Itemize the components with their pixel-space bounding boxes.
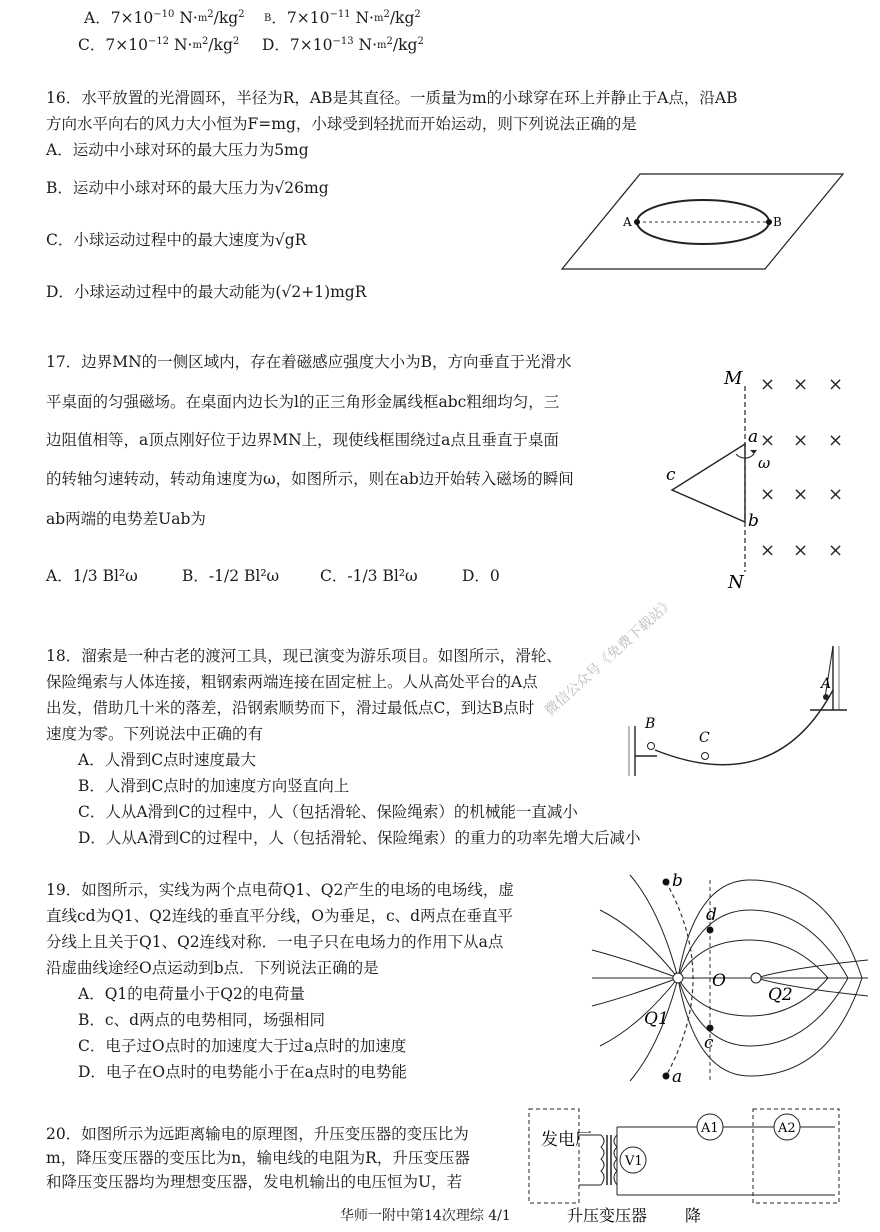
q18-label-b: B [645, 716, 656, 732]
svg-text:×: × [760, 430, 776, 451]
q19-line1: 19．如图所示，实线为两个点电荷Q1、Q2产生的电场的电场线，虚 [46, 881, 514, 899]
q18-label-a: A [821, 676, 832, 692]
q20-plant-label: 发电厂 [541, 1130, 592, 1150]
q20-step-down-label: 降 [685, 1206, 702, 1225]
svg-text:×: × [760, 374, 776, 395]
q17-line4: 的转轴匀速转动，转动角速度为ω，如图所示，则在ab边开始转入磁场的瞬间 [46, 470, 574, 488]
q17-label-omega: ω [758, 454, 771, 472]
q18-watermark: 微信公众号《免费下载站》 [542, 594, 678, 720]
svg-text:×: × [828, 374, 844, 395]
q19-label-o: O [712, 971, 726, 991]
q17-option-a: A．1/3 Bl²ω [46, 567, 138, 585]
q17-magnetic-figure [660, 362, 860, 594]
q18-option-d: D．人从A滑到C的过程中，人（包括滑轮、保险绳索）的重力的功率先增大后减小 [78, 829, 641, 847]
q15-option-c: C．$7\times 10^{-12}$ $N\cdot m^2/kg^2$ [78, 35, 240, 54]
q17-label-b: b [748, 511, 759, 531]
q17-line5: ab两端的电势差Uab为 [46, 510, 206, 528]
q17-label-m: M [724, 368, 743, 389]
q17-label-a: a [748, 427, 759, 447]
page-footer: 华师一附中第14次理综 4/1 [340, 1208, 511, 1224]
svg-text:×: × [793, 374, 809, 395]
q19-option-c: C．电子过O点时的加速度大于过a点时的加速度 [78, 1037, 407, 1055]
svg-text:×: × [793, 484, 809, 505]
q20-a2-label: A2 [778, 1121, 796, 1136]
svg-text:×: × [793, 430, 809, 451]
q17-line3: 边阻值相等，a顶点刚好位于边界MN上，现使线框围绕过a点且垂直于桌面 [46, 431, 559, 449]
q19-label-q1: Q1 [644, 1009, 669, 1029]
q19-label-c: c [704, 1033, 714, 1053]
q18-line1: 18．溜索是一种古老的渡河工具，现已演变为游乐项目。如图所示，滑轮、 [46, 647, 562, 665]
q15-option-a: A．$7\times 10^{-10}$ $N\cdot m^2/kg^2$ [84, 8, 245, 27]
q17-line1: 17．边界MN的一侧区域内，存在着磁感应强度大小为B，方向垂直于光滑水 [46, 353, 572, 371]
svg-text:×: × [828, 484, 844, 505]
q20-line3: 和降压变压器均为理想变压器，发电机输出的电压恒为U，若 [46, 1173, 463, 1191]
q19-label-a: a [672, 1067, 683, 1085]
q17-field-crosses [760, 374, 843, 561]
q16-label-b: B [773, 215, 782, 229]
q17-option-c: C．-1/3 Bl²ω [320, 567, 418, 585]
q19-line3: 分线上且关于Q1、Q2连线对称．一电子只在电场力的作用下从a点 [46, 933, 504, 951]
q18-line4: 速度为零。下列说法中正确的有 [46, 725, 264, 743]
q16-option-b: B．运动中小球对环的最大压力为√26mg [46, 179, 329, 197]
q20-a1-label: A1 [701, 1121, 719, 1136]
q19-option-d: D．电子在O点时的电势能小于在a点时的电势能 [78, 1063, 407, 1081]
q18-line3: 出发，借助几十米的落差，沿钢索顺势而下，滑过最低点C，到达B点时 [46, 699, 535, 717]
q18-zipline-figure [625, 638, 860, 788]
q19-line4: 沿虚曲线途经O点运动到b点．下列说法正确的是 [46, 959, 379, 977]
q18-option-c: C．人从A滑到C的过程中，人（包括滑轮、保险绳索）的机械能一直减小 [78, 803, 578, 821]
q19-option-a: A．Q1的电荷量小于Q2的电荷量 [78, 985, 305, 1003]
svg-text:×: × [828, 540, 844, 561]
q19-label-b: b [672, 871, 683, 891]
q18-option-b: B．人滑到C点时的加速度方向竖直向上 [78, 777, 350, 795]
q16-ring-figure [560, 172, 845, 272]
q15-option-b: B．$7\times 10^{-11}$ $N\cdot m^2/kg^2$ [264, 8, 421, 27]
q20-circuit-figure [525, 1105, 845, 1227]
q19-label-q2: Q2 [768, 985, 793, 1005]
q20-step-up-label: 升压变压器 [567, 1206, 648, 1225]
q17-option-d: D．0 [462, 567, 500, 585]
q20-v1-label: V1 [625, 1154, 643, 1169]
q19-option-b: B．c、d两点的电势相同，场强相同 [78, 1011, 325, 1029]
q19-line2: 直线cd为Q1、Q2连线的垂直平分线，O为垂足，c、d两点在垂直平 [46, 907, 514, 925]
q16-stem-line1: 16．水平放置的光滑圆环，半径为R，AB是其直径。一质量为m的小球穿在环上并静止于A点，沿AB [46, 89, 738, 107]
q17-line2: 平桌面的匀强磁场。在桌面内边长为l的正三角形金属线框abc粗细均匀，三 [46, 393, 560, 411]
q16-option-a: A．运动中小球对环的最大压力为5mg [46, 141, 309, 159]
q20-line2: m，降压变压器的变压比为n，输电线的电阻为R，升压变压器 [46, 1149, 470, 1167]
q16-label-a: A [623, 215, 632, 229]
q20-line1: 20．如图所示为远距离输电的原理图，升压变压器的变压比为 [46, 1125, 469, 1143]
q19-field-figure [590, 870, 870, 1085]
q17-label-c: c [666, 465, 676, 485]
q15-option-d: D．$7\times 10^{-13}$ $N\cdot m^2/kg^2$ [262, 35, 424, 54]
q19-label-d: d [706, 905, 717, 925]
q17-label-n: N [728, 572, 744, 593]
svg-text:×: × [760, 484, 776, 505]
q18-line2: 保险绳索与人体连接，粗钢索两端连接在固定桩上。人从高处平台的A点 [46, 673, 538, 691]
svg-text:×: × [828, 430, 844, 451]
q18-option-a: A．人滑到C点时速度最大 [78, 751, 257, 769]
svg-text:×: × [760, 540, 776, 561]
q16-stem-line2: 方向水平向右的风力大小恒为F=mg，小球受到轻扰而开始运动，则下列说法正确的是 [46, 115, 637, 133]
svg-text:×: × [793, 540, 809, 561]
q18-label-c: C [699, 730, 710, 746]
q16-option-d: D．小球运动过程中的最大动能为(√2+1)mgR [46, 283, 367, 301]
q16-option-c: C．小球运动过程中的最大速度为√gR [46, 231, 307, 249]
q17-option-b: B．-1/2 Bl²ω [182, 567, 280, 585]
